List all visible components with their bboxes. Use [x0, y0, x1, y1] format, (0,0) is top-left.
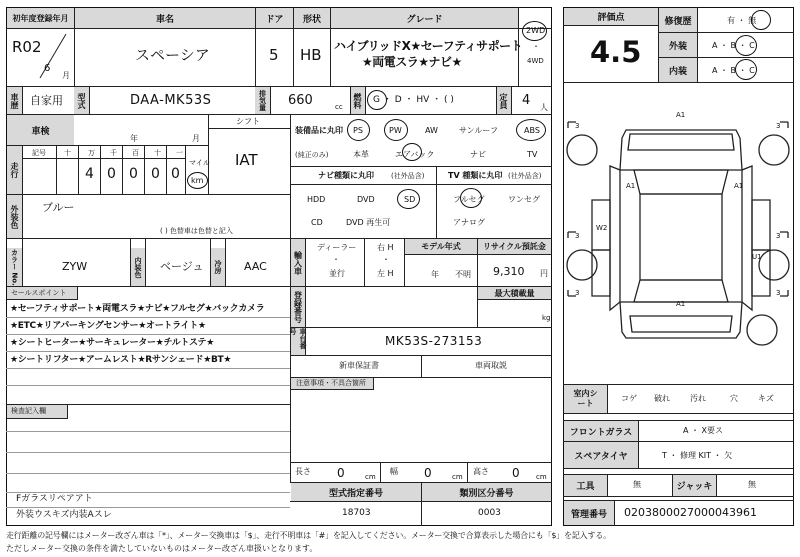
vehicle-diagram	[564, 100, 793, 370]
repair-header: 修復歴	[659, 8, 697, 32]
mark-a1-front: A1	[676, 111, 686, 119]
odo-digit-3: 0	[151, 166, 160, 182]
fuel-g-circle	[367, 90, 387, 110]
import-right-h: 右 H	[377, 243, 394, 252]
length-unit: cm	[365, 473, 376, 481]
interior-header: 内装色	[131, 248, 145, 286]
sales-line-4: ★シートリフター★アームレスト★Rサンシェード★BT★	[10, 355, 232, 365]
mark-3-br: 3	[776, 289, 781, 297]
drive-2wd: 2WD	[526, 26, 546, 35]
mark-w2: W2	[596, 224, 608, 232]
inspector-label: 検査記入欄	[11, 407, 46, 415]
shape-header: 形状	[294, 8, 330, 28]
first-reg-year: R02	[12, 38, 42, 56]
displacement-value: 660	[288, 93, 313, 108]
model-value: DAA-MK53S	[130, 93, 212, 108]
inspector-note-1: Fガラスリペアアト	[16, 494, 93, 504]
mark-3-mr: 3	[776, 232, 781, 240]
equip-tv: TV	[527, 150, 538, 159]
bracket-mid-right	[780, 232, 788, 238]
nav-dvd-play: DVD 再生可	[346, 218, 391, 227]
tools-header: 工具	[564, 475, 607, 496]
seat-scratch: キズ	[758, 394, 774, 403]
equip-nav: ナビ	[470, 150, 486, 159]
car-name-header: 車名	[75, 8, 255, 28]
height-unit: cm	[536, 473, 547, 481]
jack-value: 無	[748, 480, 756, 489]
color-header: 外装色	[7, 195, 22, 238]
model-year-header: モデル年式	[405, 239, 477, 254]
height-value: 0	[512, 466, 520, 480]
manual-label: 車両取説	[475, 361, 507, 370]
equip-leather: 本革	[353, 150, 369, 159]
nav-hdd: HDD	[307, 195, 326, 204]
sales-line-3: ★シートヒーター★サーキュレーター★チルトステ★	[10, 338, 214, 348]
mark-3-tr: 3	[776, 122, 781, 130]
exterior-b-circle	[735, 35, 757, 56]
rear-window	[634, 280, 728, 302]
digit-header-1: 万	[88, 149, 95, 157]
recycle-header: リサイクル預託金	[478, 239, 551, 254]
right-side	[742, 166, 752, 310]
fuel-header: 燃料	[350, 87, 365, 114]
import-dot2: ・	[382, 255, 390, 264]
class-number: 0003	[478, 508, 501, 518]
equip-abs: ABS	[524, 126, 540, 135]
mark-3-tl: 3	[575, 122, 580, 130]
recycle-value: 9,310	[493, 265, 525, 278]
mile-label: マイル	[189, 159, 210, 167]
digit-header-3: 百	[132, 149, 139, 157]
usage-value: 自家用	[30, 94, 63, 107]
exterior-options: A ・ B ・ C	[712, 41, 755, 50]
footer-line-2: ただしメーター交換の条件を満たしていないものはメーター改ざん車扱いとなります。	[6, 544, 318, 553]
digit-header-4: 十	[154, 149, 161, 157]
windshield-header: フロントガラス	[564, 421, 638, 441]
jack-header: ジャッキ	[673, 475, 716, 496]
notes-label: 注意事項・不具合箇所	[296, 379, 366, 387]
seat-stain: 汚れ	[690, 394, 706, 403]
windshield-options: A ・ X要ス	[683, 426, 724, 435]
import-parallel: 並行	[329, 269, 345, 278]
bracket-top-right	[780, 122, 788, 128]
height-label: 高さ	[473, 467, 489, 476]
length-value: 0	[337, 466, 345, 480]
mgmt-header: 管理番号	[564, 501, 614, 525]
exterior-header: 外装	[659, 33, 697, 57]
memo-label: 記号	[32, 149, 46, 157]
bracket-low-right	[780, 290, 788, 296]
model-year-value: 不明	[455, 270, 471, 279]
equip-airbag: エアバック	[395, 150, 435, 159]
color-value: ブルー	[42, 201, 75, 214]
chassis-header: 車台番号	[291, 328, 305, 355]
sales-line-2: ★ETC★リアパーキングセンサー★オートライト★	[10, 321, 206, 331]
model-year-unit: 年	[431, 270, 439, 279]
inspection-month-unit: 月	[192, 134, 200, 143]
odo-digit-0: 4	[85, 166, 94, 182]
interior-options: A ・ B ・ C	[712, 66, 755, 75]
inspection-header: 車検	[7, 115, 74, 145]
interior-color: ベージュ	[160, 260, 204, 273]
seat-tear: 破れ	[654, 394, 670, 403]
capacity-header: 定員	[496, 87, 511, 114]
sales-points-label: セールスポイント	[11, 289, 67, 297]
digit-header-5: 一	[176, 149, 183, 157]
interior-seat-header: 室内シート	[564, 385, 607, 413]
import-left-h: 左 H	[377, 269, 394, 278]
max-load-unit: kg	[542, 314, 551, 322]
inspector-note-2: 外装ウスキズ内装Aスレ	[16, 510, 112, 520]
equip-abs-circle	[516, 119, 546, 141]
km-circle	[187, 172, 208, 189]
registration-header: 登録番号	[291, 287, 305, 327]
model-header: 型式	[74, 87, 89, 114]
ac-value: AAC	[244, 260, 267, 273]
grade-line2: ★両電スラ★ナビ★	[362, 55, 462, 69]
odo-digit-1: 0	[107, 166, 116, 182]
km-label: km	[191, 176, 204, 185]
capacity-unit: 人	[540, 103, 548, 112]
equip-ps: PS	[353, 126, 363, 135]
grade-header: グレード	[331, 8, 518, 28]
car-name: スペーシア	[135, 46, 210, 64]
door-count: 5	[269, 46, 279, 64]
windshield	[634, 170, 728, 194]
equipment-label: 装備品に丸印	[295, 126, 343, 135]
mark-u1: U1	[752, 253, 762, 261]
left-side	[610, 166, 620, 310]
spare-tire-header: スペアタイヤ	[564, 442, 638, 468]
displacement-unit: cc	[335, 103, 343, 111]
interior-b-circle	[735, 59, 757, 80]
mileage-header: 走行	[7, 146, 22, 194]
tv-label: TV 種類に丸印	[448, 171, 503, 180]
color-code-header: カラー No.	[7, 248, 22, 286]
nav-label: ナビ種類に丸印	[318, 171, 374, 180]
tv-analog: アナログ	[453, 218, 485, 227]
import-dot1: ・	[332, 255, 340, 264]
color-change-note: ( ) 色替車は色替と記入	[160, 227, 233, 235]
body-shape: HB	[300, 46, 322, 64]
tv-fullseg-circle	[460, 188, 482, 208]
mark-a1-rear: A1	[676, 300, 686, 308]
chassis-number: MK53S-273153	[385, 334, 483, 348]
drive-dot: ・	[532, 42, 540, 51]
tv-fullseg: フルセグ	[453, 195, 485, 204]
grade-line1: ハイブリッドX★セーフティサポート	[334, 39, 523, 53]
seat-burn: コゲ	[621, 394, 637, 403]
repair-none-circle	[751, 10, 771, 30]
inspection-year-unit: 年	[130, 134, 138, 143]
warranty-label: 新車保証書	[339, 361, 379, 370]
main-sheet	[6, 7, 552, 526]
equip-pw: PW	[389, 126, 402, 135]
mark-a1-right: A1	[734, 182, 744, 190]
tools-value: 無	[633, 480, 641, 489]
hood	[628, 134, 734, 150]
shift-label: シフト	[236, 117, 260, 126]
seat-hole: 穴	[730, 394, 738, 403]
width-value: 0	[424, 466, 432, 480]
spare-options: T ・ 修理 KIT ・ 欠	[662, 451, 733, 460]
capacity-value: 4	[522, 93, 531, 108]
wheel-rear-right	[759, 250, 789, 280]
nav-sd: SD	[404, 195, 416, 204]
equip-pw-circle	[384, 119, 408, 141]
wheel-front-right	[759, 135, 789, 165]
color-code: ZYW	[62, 260, 88, 273]
month-unit: 月	[62, 71, 70, 80]
nav-dvd: DVD	[357, 195, 375, 204]
import-header: 輸入車	[291, 239, 305, 286]
equipment-note: (純正のみ)	[295, 151, 329, 159]
rear-panel	[630, 316, 732, 332]
nav-sd-circle	[397, 189, 420, 209]
door-header: ドア	[256, 8, 293, 28]
length-label: 長さ	[295, 467, 311, 476]
equip-aw: AW	[425, 126, 438, 135]
mark-a1-left: A1	[626, 182, 636, 190]
usage-header: 車歴	[7, 87, 22, 114]
displacement-header: 排気量	[255, 87, 270, 114]
width-label: 幅	[390, 467, 398, 476]
max-load-header: 最大積載量	[478, 287, 551, 299]
equip-ps-circle	[347, 119, 370, 141]
digit-header-2: 千	[110, 149, 117, 157]
repair-options: 有 ・ 無	[727, 16, 757, 25]
score-value: 4.5	[590, 35, 642, 69]
ac-header: 冷房	[211, 248, 225, 286]
equip-airbag-circle	[402, 143, 422, 161]
odo-digit-4: 0	[171, 166, 180, 182]
score-header: 評価点	[564, 8, 658, 25]
spare-wheel	[747, 315, 777, 345]
roof	[640, 194, 722, 280]
first-reg-header: 初年度登録年月	[7, 8, 74, 28]
sales-line-1: ★セーフティサポート★両電スラ★ナビ★フルセグ★バックカメラ	[10, 304, 265, 314]
width-unit: cm	[452, 473, 463, 481]
type-number: 18703	[342, 508, 371, 518]
mark-3-ml: 3	[575, 232, 580, 240]
first-reg-month: 6	[44, 63, 51, 74]
footer-line-1: 走行距離の記号欄にはメーター改ざん車は「*」、メーター交換車は「$」、走行不明車は「#」を記入してください。メーター交換で合算表示した場合にも「$」を記入する。	[6, 531, 611, 540]
digit-header-0: 十	[64, 149, 71, 157]
type-number-header: 型式指定番号	[291, 483, 421, 501]
recycle-unit: 円	[540, 269, 548, 278]
shift-value: IAT	[235, 151, 258, 169]
tv-oneseg: ワンセグ	[508, 195, 540, 204]
mgmt-number: 0203800027000043961	[624, 506, 757, 519]
right-front-door	[752, 200, 770, 250]
nav-cd: CD	[311, 218, 323, 227]
odo-digit-2: 0	[129, 166, 138, 182]
import-dealer: ディーラー	[317, 243, 357, 252]
drive-4wd: 4WD	[527, 57, 544, 65]
interior-score-header: 内装	[659, 58, 697, 82]
fuel-options: G ・ D ・ HV ・ ( )	[373, 95, 454, 105]
tv-note: (社外品含)	[508, 172, 542, 180]
nav-note: (社外品含)	[391, 172, 425, 180]
drive-2wd-circle	[522, 21, 547, 41]
wheel-front-left	[567, 135, 597, 165]
equip-sunroof: サンルーフ	[459, 126, 498, 135]
mark-3-bl: 3	[575, 289, 580, 297]
class-number-header: 類別区分番号	[422, 483, 551, 501]
